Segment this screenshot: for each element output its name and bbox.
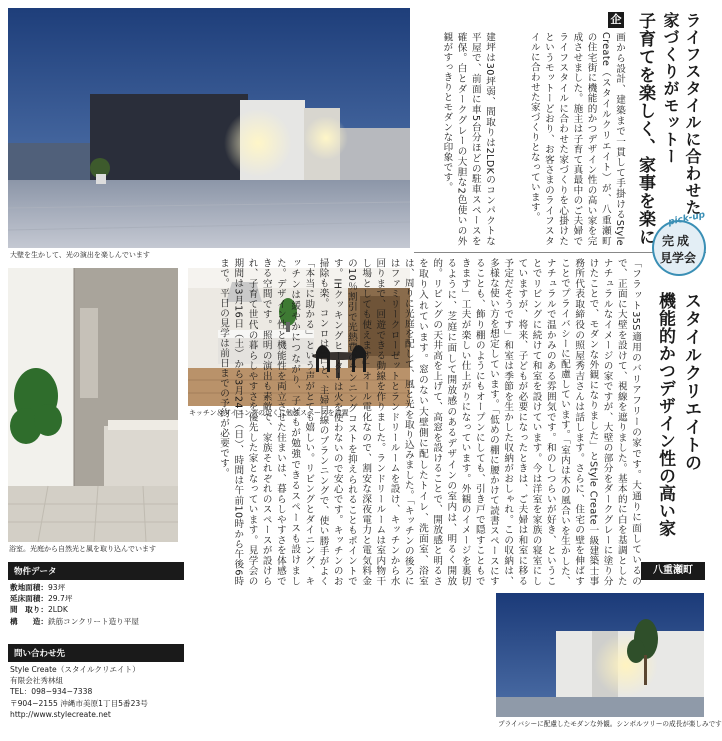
property-row-floor: 延床面積：29.7坪 bbox=[10, 594, 73, 604]
location-tag bbox=[641, 562, 705, 580]
photo-exterior-night bbox=[8, 8, 410, 248]
photo-exterior-evening bbox=[496, 593, 704, 717]
top-headline-line2: 家づくりがモットー bbox=[661, 12, 680, 165]
pickup-word2: 見学会 bbox=[660, 251, 697, 265]
contact-office: 有限会社秀林組 bbox=[10, 676, 64, 686]
property-row-layout: 間 取り：2LDK bbox=[10, 605, 68, 615]
top-headline-line3: 子育てを楽しく、家事を楽に bbox=[635, 12, 655, 246]
badge-kanji: 企 bbox=[610, 13, 622, 26]
contact-address: 〒904−2155 沖縄市美原1丁目5番23号 bbox=[10, 698, 148, 708]
location-tag-text: 八重瀬町 bbox=[653, 565, 693, 576]
pickup-label: pick-up bbox=[667, 210, 707, 228]
article-text: 「フラット35S適用のバリアフリーの家です。大通りに面しているので、正面に大壁を設けて、視線を遮りました。基本的に白を基調としたナチュラルなイメージの家ですが、大壁の部分をダークグレーに塗り分けたことで、モダンな外観になりました」とStyle Create一級建築士事務所代表取締役の照屋秀吉さんは話します。さらに、住宅の壁を伸ばすことでプライバシーに配慮しています。「室内は木の風合いを生かした、ナチュラルで温かみのある雰囲気です。和のしつらいが好き、ということでリビングに続けて和室を設けています。今は洋室を家族の寝室にしていますが、将来、子どもが必要になったときは、ご夫婦は和室に移る予定だそうです」和室は季節を生かした収納がおしゃれ。この収納は、多様な使い方を想定しています。「低めの棚に腰かけて読書スペースにすることも、飾り棚のようにもオープンにしても、引き戸で隠すこともできます」工夫が楽しい仕上がりになっています。外観のイメージを裏切るように、芝庭に面して開放感のあるデザインの室内は、明るく開放的。リビングの天井高を上げて、高窓を設けることで、開放感と明るさを取り入れています。窓のない大壁側に配したトイレ、洗面室、浴室は、周りに光庭を配して、風と光を取り込みました。「キッチンの後ろにはファミリークローゼットとランドリールームを設け、キッチンから水回りまで、回遊できる動線を作りました。ランドリールームは室内物干し場としても使えます」オール電化なので、割安な深夜電力と電気料金の10％割引で光熱費のランニングコストを抑えられることもポイントです。IHクッキングヒーターは火を使わないので安心です。キッチンのお掃除も楽。コンロは3口と、主婦目線のプランニングで、使い勝手がよく「本当に助かる」という声がとても嬉しい。リビングとダイニング、キッチンは緩やかにつながり、子どもが勉強できるスペースも設けました。デザイン性と機能性を両立させた住まいは、暮らしやすさを体感できる空間です。照明の演出も素敵で、家族それぞれのスペースが設けられ、子育て世代の暮らしやすさを優先した家となっています。見学会の期間は3月16日（土）から3月24日（日）、時間は午前10時から午後6時まで。平日の見学は前日までの予約が必要です。 bbox=[218, 258, 641, 586]
article-text-lower bbox=[188, 420, 410, 586]
floor-text: 建坪は30坪弱、間取りは2LDKのコンパクトな平屋で、前面に車5台分ほどの駐車スペースを確保。白とダークグレーの大胆な2色使いの外観がすっきりとモダンな印象です。 bbox=[441, 32, 495, 246]
contact-title: 問い合わせ先 bbox=[8, 644, 184, 662]
contact-company: Style Create（スタイルクリエイト） bbox=[10, 665, 140, 674]
intro-text: 画から設計、建築まで一貫して手掛けるStyle Create（スタイルクリエイト）が、八重瀬町の住宅街に機能的かつデザイン性の高い家を完成させました。施主は子育て真最中のご夫婦でライフスタイルに合わせた家づくりを心掛けたというモットーどおり、お客さまのライフスタイルに合わせた家づくりとなっています。 bbox=[528, 32, 625, 246]
caption-photo1: 大壁を生かして、光の演出を楽しんでいます bbox=[10, 251, 150, 259]
contact-block bbox=[10, 664, 148, 720]
caption-photo2: 浴室。光庭から自然光と風を取り込んでいます bbox=[9, 545, 156, 553]
property-row-structure: 構 造：鉄筋コンクリート造り平屋 bbox=[10, 616, 139, 626]
top-headline-line1: ライフスタイルに合わせた bbox=[683, 12, 702, 216]
pickup-word1: 完成 bbox=[662, 234, 693, 248]
property-row-site: 敷地面積：93坪 bbox=[10, 583, 66, 592]
contact-url-link[interactable]: http://www.stylecreate.net bbox=[10, 709, 111, 719]
caption-photo3: キッチン＆ダイニングの近くに勉強スペースを設置 bbox=[189, 409, 349, 417]
property-title: 物件データ bbox=[8, 562, 184, 580]
photo-bathroom bbox=[8, 268, 178, 542]
article-text-bottom bbox=[188, 592, 494, 732]
contact-tel: TEL：098−934−7338 bbox=[10, 687, 93, 697]
badge-kikaku bbox=[608, 12, 624, 28]
main-headline-line2: 機能的かつデザイン性の高い家 bbox=[655, 292, 675, 537]
main-headline-line1: スタイルクリエイトの bbox=[681, 292, 701, 472]
caption-photo4: プライバシーに配慮したモダンな外観。シンボルツリーの成長が楽しみです bbox=[498, 720, 722, 728]
property-list bbox=[10, 582, 139, 627]
